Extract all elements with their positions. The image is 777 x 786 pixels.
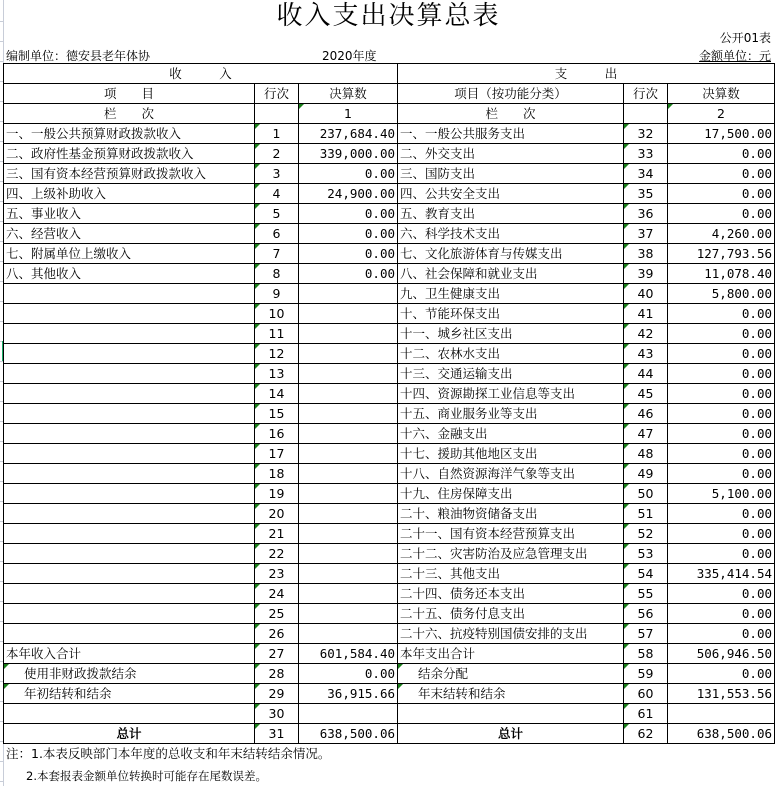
table-row bbox=[4, 324, 775, 344]
expense-item-cell[interactable]: 十二、农林水支出 bbox=[398, 344, 624, 364]
expense-amount-cell[interactable]: 5,100.00 bbox=[668, 484, 775, 504]
expense-line-no-cell[interactable]: 59 bbox=[624, 664, 668, 684]
table-row bbox=[4, 164, 775, 184]
expense-item-cell[interactable]: 年末结转和结余 bbox=[398, 684, 624, 704]
expense-line-no-cell[interactable]: 41 bbox=[624, 304, 668, 324]
income-line-no-cell[interactable]: 1 bbox=[255, 124, 299, 144]
table-row bbox=[4, 564, 775, 584]
table-row bbox=[4, 384, 775, 404]
income-amount-cell[interactable]: 0.00 bbox=[299, 204, 398, 224]
income-amount-cell[interactable] bbox=[299, 464, 398, 484]
expense-item-cell[interactable]: 八、社会保障和就业支出 bbox=[398, 264, 624, 284]
income-amount-cell[interactable]: 36,915.66 bbox=[299, 684, 398, 704]
expense-amount-cell[interactable]: 0.00 bbox=[668, 344, 775, 364]
income-item-cell[interactable]: 四、上级补助收入 bbox=[4, 184, 255, 204]
table-row bbox=[4, 344, 775, 364]
expense-line-no-cell[interactable]: 52 bbox=[624, 524, 668, 544]
expense-item-cell[interactable]: 七、文化旅游体育与传媒支出 bbox=[398, 244, 624, 264]
expense-item-cell[interactable]: 二十五、债务付息支出 bbox=[398, 604, 624, 624]
income-line-no-cell[interactable]: 19 bbox=[255, 484, 299, 504]
income-amount-cell[interactable]: 601,584.40 bbox=[299, 644, 398, 664]
income-amount-cell[interactable]: 237,684.40 bbox=[299, 124, 398, 144]
table-row bbox=[4, 284, 775, 304]
expense-line-no-cell[interactable]: 32 bbox=[624, 124, 668, 144]
expense-line-no-cell[interactable]: 39 bbox=[624, 264, 668, 284]
income-line-no-cell[interactable]: 11 bbox=[255, 324, 299, 344]
expense-amount-cell[interactable]: 127,793.56 bbox=[668, 244, 775, 264]
income-amount-cell[interactable] bbox=[299, 564, 398, 584]
income-item-cell[interactable] bbox=[4, 564, 255, 584]
income-expense-table bbox=[3, 63, 775, 744]
expense-group-header: 支 出 bbox=[398, 64, 775, 84]
expense-item-cell[interactable]: 四、公共安全支出 bbox=[398, 184, 624, 204]
expense-item-cell[interactable] bbox=[398, 704, 624, 724]
income-amount-cell[interactable] bbox=[299, 484, 398, 504]
expense-amount-cell[interactable]: 0.00 bbox=[668, 204, 775, 224]
expense-amount-cell[interactable]: 0.00 bbox=[668, 144, 775, 164]
income-amount-cell[interactable] bbox=[299, 704, 398, 724]
expense-amount-cell[interactable]: 5,800.00 bbox=[668, 284, 775, 304]
income-line-no-cell[interactable]: 16 bbox=[255, 424, 299, 444]
expense-item-cell[interactable]: 十七、援助其他地区支出 bbox=[398, 444, 624, 464]
expense-item-cell[interactable]: 二十、粮油物资储备支出 bbox=[398, 504, 624, 524]
income-item-cell[interactable]: 六、经营收入 bbox=[4, 224, 255, 244]
income-amount-cell[interactable] bbox=[299, 584, 398, 604]
income-amount-cell[interactable] bbox=[299, 504, 398, 524]
expense-amount-cell[interactable]: 0.00 bbox=[668, 424, 775, 444]
expense-amount-cell[interactable]: 131,553.56 bbox=[668, 684, 775, 704]
expense-amount-cell[interactable]: 335,414.54 bbox=[668, 564, 775, 584]
table-row bbox=[4, 624, 775, 644]
expense-amount-cell[interactable]: 0.00 bbox=[668, 384, 775, 404]
income-amount-cell[interactable]: 0.00 bbox=[299, 264, 398, 284]
expense-item-cell[interactable]: 十一、城乡社区支出 bbox=[398, 324, 624, 344]
income-group-header: 收 入 bbox=[4, 64, 398, 84]
form-code: 公开01表 bbox=[719, 31, 771, 45]
expense-column-label: 栏 次 bbox=[398, 104, 624, 124]
income-line-no-cell[interactable]: 17 bbox=[255, 444, 299, 464]
expense-amount-cell[interactable]: 11,078.40 bbox=[668, 264, 775, 284]
income-line-no-cell[interactable]: 23 bbox=[255, 564, 299, 584]
expense-line-no-cell[interactable]: 49 bbox=[624, 464, 668, 484]
expense-amount-cell[interactable]: 0.00 bbox=[668, 504, 775, 524]
income-amount-cell[interactable] bbox=[299, 624, 398, 644]
table-row bbox=[4, 604, 775, 624]
income-amount-cell[interactable]: 0.00 bbox=[299, 164, 398, 184]
expense-item-cell[interactable]: 十八、自然资源海洋气象等支出 bbox=[398, 464, 624, 484]
table-row bbox=[4, 264, 775, 284]
income-item-cell[interactable] bbox=[4, 464, 255, 484]
expense-line-header: 行次 bbox=[624, 84, 668, 104]
expense-line-no-cell[interactable]: 54 bbox=[624, 564, 668, 584]
expense-amount-cell[interactable]: 638,500.06 bbox=[668, 724, 775, 744]
expense-column-number: 2 bbox=[668, 104, 775, 124]
expense-amount-cell[interactable]: 0.00 bbox=[668, 664, 775, 684]
income-amount-cell[interactable] bbox=[299, 444, 398, 464]
expense-line-no-cell[interactable]: 35 bbox=[624, 184, 668, 204]
income-item-cell[interactable] bbox=[4, 304, 255, 324]
expense-item-cell[interactable]: 二、外交支出 bbox=[398, 144, 624, 164]
income-item-cell[interactable] bbox=[4, 704, 255, 724]
compiling-unit: 编制单位：德安县老年体协 bbox=[6, 49, 151, 63]
expense-line-no-cell[interactable]: 33 bbox=[624, 144, 668, 164]
expense-item-cell[interactable]: 二十二、灾害防治及应急管理支出 bbox=[398, 544, 624, 564]
income-amount-cell[interactable] bbox=[299, 304, 398, 324]
expense-amount-header: 决算数 bbox=[668, 84, 775, 104]
income-line-no-cell[interactable]: 25 bbox=[255, 604, 299, 624]
income-item-cell[interactable] bbox=[4, 524, 255, 544]
expense-line-no-cell[interactable]: 47 bbox=[624, 424, 668, 444]
income-amount-cell[interactable] bbox=[299, 364, 398, 384]
table-row bbox=[4, 224, 775, 244]
income-line-no-cell[interactable]: 13 bbox=[255, 364, 299, 384]
expense-line-no-cell[interactable]: 34 bbox=[624, 164, 668, 184]
table-row bbox=[4, 124, 775, 144]
income-line-no-cell[interactable]: 9 bbox=[255, 284, 299, 304]
income-column-number: 1 bbox=[299, 104, 398, 124]
income-line-no-cell[interactable]: 22 bbox=[255, 544, 299, 564]
expense-line-no-cell[interactable]: 50 bbox=[624, 484, 668, 504]
income-line-no-cell[interactable]: 21 bbox=[255, 524, 299, 544]
income-line-no-cell[interactable]: 26 bbox=[255, 624, 299, 644]
expense-item-cell[interactable]: 十五、商业服务业等支出 bbox=[398, 404, 624, 424]
expense-line-no-cell[interactable]: 43 bbox=[624, 344, 668, 364]
income-item-cell[interactable] bbox=[4, 584, 255, 604]
income-amount-cell[interactable] bbox=[299, 424, 398, 444]
table-row bbox=[4, 484, 775, 504]
income-line-no-cell[interactable]: 15 bbox=[255, 404, 299, 424]
income-column-label: 栏 次 bbox=[4, 104, 255, 124]
expense-amount-cell[interactable]: 506,946.50 bbox=[668, 644, 775, 664]
expense-amount-cell[interactable]: 0.00 bbox=[668, 324, 775, 344]
income-amount-cell[interactable] bbox=[299, 604, 398, 624]
income-item-cell[interactable] bbox=[4, 344, 255, 364]
income-item-cell[interactable] bbox=[4, 364, 255, 384]
table-row bbox=[4, 424, 775, 444]
expense-line-no-cell[interactable]: 61 bbox=[624, 704, 668, 724]
table-row bbox=[4, 584, 775, 604]
expense-item-cell[interactable]: 十四、资源勘探工业信息等支出 bbox=[398, 384, 624, 404]
income-line-no-cell[interactable]: 28 bbox=[255, 664, 299, 684]
income-line-no-cell[interactable]: 30 bbox=[255, 704, 299, 724]
expense-line-no-cell[interactable]: 53 bbox=[624, 544, 668, 564]
income-item-cell[interactable] bbox=[4, 284, 255, 304]
expense-item-header: 项目（按功能分类） bbox=[398, 84, 624, 104]
expense-item-cell[interactable]: 六、科学技术支出 bbox=[398, 224, 624, 244]
income-amount-cell[interactable]: 24,900.00 bbox=[299, 184, 398, 204]
expense-item-cell[interactable]: 十九、住房保障支出 bbox=[398, 484, 624, 504]
table-row bbox=[4, 244, 775, 264]
income-line-no-cell[interactable]: 4 bbox=[255, 184, 299, 204]
expense-item-cell[interactable]: 总计 bbox=[398, 724, 624, 744]
expense-item-cell[interactable]: 一、一般公共服务支出 bbox=[398, 124, 624, 144]
expense-amount-cell[interactable] bbox=[668, 704, 775, 724]
expense-amount-cell[interactable]: 0.00 bbox=[668, 524, 775, 544]
income-item-header: 项 目 bbox=[4, 84, 255, 104]
income-line-no-cell[interactable]: 20 bbox=[255, 504, 299, 524]
income-item-cell[interactable]: 一、一般公共预算财政拨款收入 bbox=[4, 124, 255, 144]
expense-line-no-cell[interactable]: 48 bbox=[624, 444, 668, 464]
expense-line-no-cell[interactable]: 51 bbox=[624, 504, 668, 524]
income-line-no-cell[interactable]: 18 bbox=[255, 464, 299, 484]
fiscal-year: 2020年度 bbox=[322, 49, 377, 63]
expense-item-cell[interactable]: 三、国防支出 bbox=[398, 164, 624, 184]
income-amount-cell[interactable] bbox=[299, 404, 398, 424]
income-line-no-cell[interactable]: 3 bbox=[255, 164, 299, 184]
income-amount-cell[interactable]: 638,500.06 bbox=[299, 724, 398, 744]
table-row bbox=[4, 184, 775, 204]
table-row bbox=[4, 444, 775, 464]
expense-line-no-cell[interactable]: 46 bbox=[624, 404, 668, 424]
expense-amount-cell[interactable]: 0.00 bbox=[668, 604, 775, 624]
expense-line-no-cell[interactable]: 44 bbox=[624, 364, 668, 384]
table-row bbox=[4, 664, 775, 684]
income-item-cell[interactable] bbox=[4, 424, 255, 444]
income-amount-cell[interactable] bbox=[299, 324, 398, 344]
expense-line-no-cell[interactable]: 40 bbox=[624, 284, 668, 304]
income-line-no-cell[interactable]: 12 bbox=[255, 344, 299, 364]
expense-line-no-cell[interactable]: 62 bbox=[624, 724, 668, 744]
expense-amount-cell[interactable]: 0.00 bbox=[668, 404, 775, 424]
expense-amount-cell[interactable]: 0.00 bbox=[668, 164, 775, 184]
income-line-no-cell[interactable]: 27 bbox=[255, 644, 299, 664]
income-line-no-cell[interactable]: 24 bbox=[255, 584, 299, 604]
table-row bbox=[4, 544, 775, 564]
expense-item-cell[interactable]: 五、教育支出 bbox=[398, 204, 624, 224]
income-line-no-cell[interactable]: 31 bbox=[255, 724, 299, 744]
expense-amount-cell[interactable]: 4,260.00 bbox=[668, 224, 775, 244]
income-line-no-cell[interactable]: 7 bbox=[255, 244, 299, 264]
note-1: 注：1.本表反映部门本年度的总收支和年末结转结余情况。 bbox=[6, 746, 331, 761]
expense-line-no-cell[interactable]: 45 bbox=[624, 384, 668, 404]
income-line-no-cell[interactable]: 10 bbox=[255, 304, 299, 324]
income-amount-cell[interactable] bbox=[299, 544, 398, 564]
expense-line-no-cell[interactable]: 36 bbox=[624, 204, 668, 224]
expense-item-cell[interactable]: 二十三、其他支出 bbox=[398, 564, 624, 584]
income-item-cell[interactable]: 二、政府性基金预算财政拨款收入 bbox=[4, 144, 255, 164]
income-line-header: 行次 bbox=[255, 84, 299, 104]
expense-amount-cell[interactable]: 17,500.00 bbox=[668, 124, 775, 144]
income-amount-cell[interactable]: 0.00 bbox=[299, 664, 398, 684]
table-row bbox=[4, 524, 775, 544]
expense-item-cell[interactable]: 十三、交通运输支出 bbox=[398, 364, 624, 384]
expense-item-cell[interactable]: 二十四、债务还本支出 bbox=[398, 584, 624, 604]
income-line-no-cell[interactable]: 29 bbox=[255, 684, 299, 704]
income-item-cell[interactable]: 年初结转和结余 bbox=[4, 684, 255, 704]
income-line-no-cell[interactable]: 2 bbox=[255, 144, 299, 164]
income-item-cell[interactable] bbox=[4, 324, 255, 344]
expense-item-cell[interactable]: 本年支出合计 bbox=[398, 644, 624, 664]
expense-amount-cell[interactable]: 0.00 bbox=[668, 624, 775, 644]
income-amount-cell[interactable] bbox=[299, 384, 398, 404]
expense-amount-cell[interactable]: 0.00 bbox=[668, 464, 775, 484]
expense-amount-cell[interactable]: 0.00 bbox=[668, 544, 775, 564]
income-amount-cell[interactable]: 0.00 bbox=[299, 224, 398, 244]
income-amount-cell[interactable] bbox=[299, 524, 398, 544]
income-amount-cell[interactable] bbox=[299, 344, 398, 364]
expense-amount-cell[interactable]: 0.00 bbox=[668, 184, 775, 204]
income-item-cell[interactable] bbox=[4, 624, 255, 644]
expense-amount-cell[interactable]: 0.00 bbox=[668, 304, 775, 324]
income-item-cell[interactable] bbox=[4, 504, 255, 524]
table-row bbox=[4, 364, 775, 384]
income-item-cell[interactable] bbox=[4, 484, 255, 504]
expense-line-no-cell[interactable]: 58 bbox=[624, 644, 668, 664]
income-item-cell[interactable]: 七、附属单位上缴收入 bbox=[4, 244, 255, 264]
income-item-cell[interactable] bbox=[4, 544, 255, 564]
income-line-no-cell[interactable]: 14 bbox=[255, 384, 299, 404]
income-amount-cell[interactable] bbox=[299, 284, 398, 304]
page-title: 收入支出决算总表 bbox=[276, 1, 501, 31]
table-row bbox=[4, 684, 775, 704]
expense-item-cell[interactable]: 二十六、抗疫特别国债安排的支出 bbox=[398, 624, 624, 644]
expense-line-no-cell[interactable]: 55 bbox=[624, 584, 668, 604]
income-item-cell[interactable] bbox=[4, 384, 255, 404]
expense-column-blank bbox=[624, 104, 668, 124]
expense-item-cell[interactable]: 十六、金融支出 bbox=[398, 424, 624, 444]
expense-line-no-cell[interactable]: 56 bbox=[624, 604, 668, 624]
expense-line-no-cell[interactable]: 38 bbox=[624, 244, 668, 264]
expense-item-cell[interactable]: 十、节能环保支出 bbox=[398, 304, 624, 324]
income-line-no-cell[interactable]: 6 bbox=[255, 224, 299, 244]
income-line-no-cell[interactable]: 5 bbox=[255, 204, 299, 224]
expense-line-no-cell[interactable]: 60 bbox=[624, 684, 668, 704]
table-row bbox=[4, 404, 775, 424]
note-2: 2.本套报表金额单位转换时可能存在尾数误差。 bbox=[26, 769, 267, 783]
income-column-blank bbox=[255, 104, 299, 124]
table-row bbox=[4, 304, 775, 324]
expense-amount-cell[interactable]: 0.00 bbox=[668, 364, 775, 384]
expense-line-no-cell[interactable]: 57 bbox=[624, 624, 668, 644]
table-row bbox=[4, 724, 775, 744]
income-item-cell[interactable]: 三、国有资本经营预算财政拨款收入 bbox=[4, 164, 255, 184]
income-item-cell[interactable]: 使用非财政拨款结余 bbox=[4, 664, 255, 684]
expense-amount-cell[interactable]: 0.00 bbox=[668, 584, 775, 604]
amount-unit: 金额单位：元 bbox=[698, 49, 771, 63]
expense-line-no-cell[interactable]: 37 bbox=[624, 224, 668, 244]
table-row bbox=[4, 504, 775, 524]
income-item-cell[interactable] bbox=[4, 404, 255, 424]
income-item-cell[interactable]: 总计 bbox=[4, 724, 255, 744]
income-amount-cell[interactable]: 339,000.00 bbox=[299, 144, 398, 164]
expense-item-cell[interactable]: 结余分配 bbox=[398, 664, 624, 684]
table-row bbox=[4, 204, 775, 224]
table-row bbox=[4, 464, 775, 484]
table-row bbox=[4, 644, 775, 664]
table-row bbox=[4, 704, 775, 724]
table-row bbox=[4, 144, 775, 164]
income-item-cell[interactable]: 八、其他收入 bbox=[4, 264, 255, 284]
expense-item-cell[interactable]: 九、卫生健康支出 bbox=[398, 284, 624, 304]
income-item-cell[interactable] bbox=[4, 444, 255, 464]
expense-amount-cell[interactable]: 0.00 bbox=[668, 444, 775, 464]
income-line-no-cell[interactable]: 8 bbox=[255, 264, 299, 284]
income-amount-header: 决算数 bbox=[299, 84, 398, 104]
income-item-cell[interactable] bbox=[4, 604, 255, 624]
income-amount-cell[interactable]: 0.00 bbox=[299, 244, 398, 264]
income-item-cell[interactable]: 本年收入合计 bbox=[4, 644, 255, 664]
income-item-cell[interactable]: 五、事业收入 bbox=[4, 204, 255, 224]
expense-line-no-cell[interactable]: 42 bbox=[624, 324, 668, 344]
expense-item-cell[interactable]: 二十一、国有资本经营预算支出 bbox=[398, 524, 624, 544]
